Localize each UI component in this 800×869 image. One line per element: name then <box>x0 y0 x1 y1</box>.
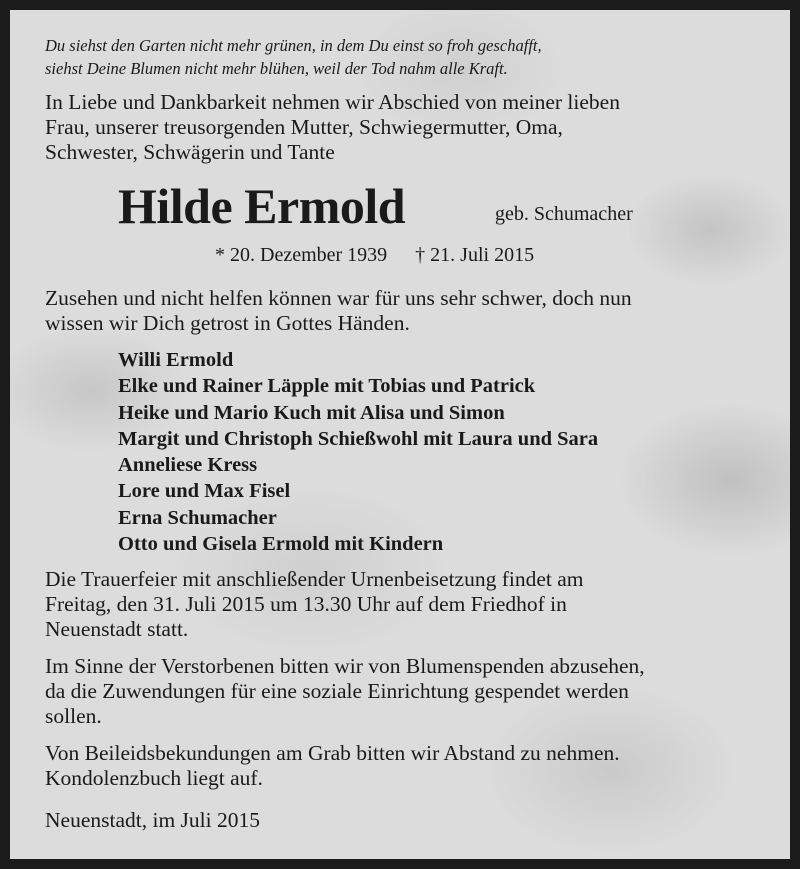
obituary-notice <box>10 10 790 859</box>
text-line: Im Sinne der Verstorbenen bitten wir von Blumenspenden abzusehen, <box>45 654 645 678</box>
text-line: Kondolenzbuch liegt auf. <box>45 766 263 790</box>
family-list <box>118 347 598 557</box>
deceased-name: Hilde Ermold <box>118 178 406 234</box>
family-member: Anneliese Kress <box>118 454 258 477</box>
family-member: Willi Ermold <box>118 349 234 371</box>
text-line: Zusehen und nicht helfen können war für uns sehr schwer, doch nun <box>45 286 632 310</box>
maiden-name: geb. Schumacher <box>495 203 633 225</box>
text-line: Von Beileidsbekundungen am Grab bitten wir Abstand zu nehmen. <box>45 741 620 765</box>
life-dates <box>215 244 562 267</box>
text-line: Neuenstadt statt. <box>45 617 189 641</box>
consolation-text <box>45 286 632 336</box>
text-line: wissen wir Dich getrost in Gottes Händen. <box>45 311 410 335</box>
text-line: Schwester, Schwägerin und Tante <box>45 140 335 164</box>
family-member: Otto und Gisela Ermold mit Kindern <box>118 533 444 556</box>
family-member: Margit und Christoph Schießwohl mit Laura und Sara <box>118 427 599 450</box>
family-member: Erna Schumacher <box>118 506 277 529</box>
closing-place-date: Neuenstadt, im Juli 2015 <box>45 808 260 832</box>
condolence-text <box>45 741 620 791</box>
poem <box>45 34 542 80</box>
death-date: † 21. Juli 2015 <box>415 244 535 266</box>
text-line: Frau, unserer treusorgenden Mutter, Schwiegermutter, Oma, <box>45 115 563 139</box>
family-member: Heike und Mario Kuch mit Alisa und Simon <box>118 401 505 424</box>
text-line: In Liebe und Dankbarkeit nehmen wir Abschied von meiner lieben <box>45 90 620 114</box>
poem-line: siehst Deine Blumen nicht mehr blühen, weil der Tod nahm alle Kraft. <box>45 59 508 78</box>
poem-line: Du siehst den Garten nicht mehr grünen, in dem Du einst so froh geschafft, <box>45 36 542 55</box>
birth-date: * 20. Dezember 1939 <box>215 244 388 266</box>
intro-text <box>45 90 620 165</box>
text-line: da die Zuwendungen für eine soziale Einrichtung gespendet werden <box>45 679 629 703</box>
family-member: Lore und Max Fisel <box>118 480 291 503</box>
ceremony-text <box>45 567 584 642</box>
donations-text <box>45 654 645 729</box>
text-line: Die Trauerfeier mit anschließender Urnenbeisetzung findet am <box>45 567 584 591</box>
text-line: Freitag, den 31. Juli 2015 um 13.30 Uhr auf dem Friedhof in <box>45 592 567 616</box>
family-member: Elke und Rainer Läpple mit Tobias und Patrick <box>118 375 536 398</box>
text-line: sollen. <box>45 704 102 728</box>
